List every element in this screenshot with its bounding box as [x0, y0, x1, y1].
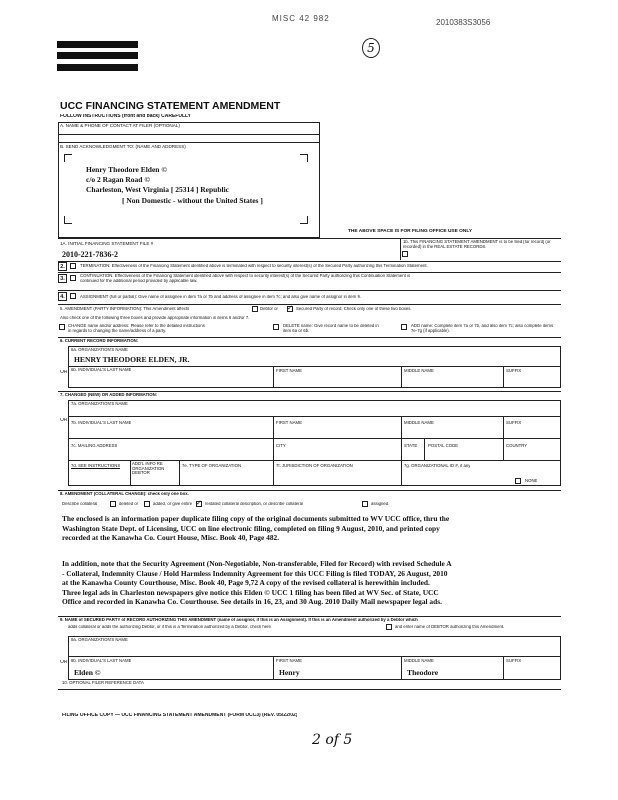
divider	[401, 460, 402, 486]
divider	[273, 438, 274, 460]
also-check-label: Also check one of the following three boxes and provide appropriate information in items 6 and/or 7.	[60, 316, 250, 320]
or-label-7: OR	[60, 418, 68, 423]
termination-checkbox[interactable]	[70, 263, 76, 269]
divider	[401, 416, 402, 438]
change-name-text: CHANGE name and/or address: Please refer to the detailed instructions in regards to changing the name/address of a party.	[68, 324, 205, 333]
rule	[58, 272, 561, 273]
deleted-checkbox[interactable]	[110, 501, 116, 507]
item-6-box	[68, 346, 561, 388]
assignment-checkbox[interactable]	[70, 293, 76, 299]
debtor-label: Debtor or	[260, 307, 278, 311]
divider	[503, 656, 504, 680]
divider	[68, 438, 561, 439]
postal-code-label: POSTAL CODE	[428, 444, 459, 448]
ack-address-line-3: Charleston, West Virginia [ 25314 ] Republic	[86, 185, 229, 194]
ack-address-line-2: c/o 2 Ragan Road ©	[86, 175, 150, 184]
rule	[58, 616, 561, 617]
debtor-checkbox[interactable]	[252, 306, 258, 312]
divider	[179, 460, 180, 486]
divider	[273, 416, 274, 438]
divider	[503, 416, 504, 438]
authorizing-debtor-text: adds collateral or adds the authorizing Debtor, or if this is a Termination authorized by a Debtor, check here	[68, 625, 271, 629]
rule	[58, 304, 561, 305]
restated-checkbox[interactable]	[196, 501, 202, 507]
org-name-label-6: 6a. ORGANIZATION'S NAME	[71, 348, 128, 352]
paragraph-2-line-3: at the Kanawha County Courthouse, Misc. Book 40, Page 9,72 A copy of the revised collateral is herewithin included.	[62, 578, 430, 588]
filing-office-space-label: THE ABOVE SPACE IS FOR FILING OFFICE USE ONLY	[348, 229, 473, 234]
org-name-label-9: 9a. ORGANIZATION'S NAME	[71, 638, 128, 642]
add-name-text: ADD name: Complete item 7a or 7b, and also item 7c; also complete items 7e-7g (if applicable).	[411, 324, 554, 333]
redaction-bar	[57, 64, 138, 71]
last-name-label-7: 7b. INDIVIDUAL'S LAST NAME	[71, 421, 132, 425]
jurisdiction-label: 7f. JURISDICTION OF ORGANIZATION	[276, 464, 353, 468]
circled-page-number	[362, 38, 380, 58]
added-label: added, or give entire	[153, 502, 193, 506]
continuation-checkbox[interactable]	[70, 275, 76, 281]
collateral-paragraph-1	[62, 514, 562, 543]
amendment-party-label: 5. AMENDMENT (PARTY INFORMATION): This Amendment affects	[60, 307, 190, 311]
country-label: COUNTRY	[506, 444, 528, 448]
form-instructions: FOLLOW INSTRUCTIONS (front and back) CAREFULLY	[60, 114, 191, 119]
address-bracket-br	[300, 216, 308, 224]
middle-name-label-7: MIDDLE NAME	[404, 421, 434, 425]
authorizing-party-title: 9. NAME of SECURED PARTY of RECORD AUTHORIZING THIS AMENDMENT (name of assignor, if this is an Assignment). If this is an Amendment authorized by a Debtor which	[60, 618, 418, 622]
middle-name-label-9: MIDDLE NAME	[404, 659, 434, 663]
last-name-label-6: 6b. INDIVIDUAL'S LAST NAME	[71, 368, 132, 372]
middle-name-label-6: MIDDLE NAME	[404, 369, 434, 373]
address-bracket-bl	[64, 216, 72, 224]
divider	[273, 460, 274, 486]
collateral-paragraph-2	[62, 559, 562, 607]
item-9-box	[68, 636, 561, 680]
real-estate-checkbox[interactable]	[402, 251, 408, 257]
ack-address-line-4: [ Non Domestic - without the United States ]	[122, 196, 263, 205]
acknowledgment-label: B. SEND ACKNOWLEDGMENT TO: (NAME AND ADDRESS)	[60, 144, 186, 149]
secured-party-label: Secured Party of record. Check only one of these two boxes.	[296, 307, 412, 311]
item-3-number: 3.	[58, 274, 67, 283]
see-instructions-label: 7d. SEE INSTRUCTIONS	[71, 464, 121, 468]
divider	[401, 366, 402, 388]
real-estate-label	[403, 240, 558, 249]
assignment-text: ASSIGNMENT (full or partial): Give name of assignee in item 7a or 7b and address of assignee in item 7c; and also give name of assignor in item 9.	[80, 295, 362, 299]
org-type-label: 7e. TYPE OF ORGANIZATION	[182, 464, 242, 468]
paragraph-2-line-2: - Collateral, Indemnity Clause / Hold Harmless Indemnity Agreement for this UCC Filing is filed TODAY, 26 August, 2010	[62, 568, 448, 578]
or-label-9: OR	[60, 660, 68, 665]
ack-address-line-1: Henry Theodore Elden ©	[86, 165, 167, 174]
continuation-text-1: CONTINUATION: Effectiveness of the Financing Statement identified above with respect to security interest(s) of the Secured Party authorizing this Continuation Statement is	[80, 274, 411, 278]
suffix-label-6: SUFFIX	[506, 369, 522, 373]
restated-label: restated collateral description, or describe collateral	[205, 502, 303, 506]
addl-info-label	[132, 462, 176, 484]
added-checkbox[interactable]	[144, 501, 150, 507]
deleted-label: deleted or	[119, 502, 139, 506]
first-name-label-9: FIRST NAME	[276, 659, 302, 663]
first-name-label-7: FIRST NAME	[276, 421, 302, 425]
divider	[503, 366, 504, 388]
suffix-label-9: SUFFIX	[506, 659, 522, 663]
divider	[424, 438, 425, 460]
assigned-checkbox[interactable]	[362, 501, 368, 507]
divider	[58, 134, 320, 135]
mailing-address-label: 7c. MAILING ADDRESS	[71, 444, 118, 448]
redaction-bar	[57, 52, 138, 59]
divider	[68, 460, 561, 461]
paragraph-2-line-4: Three legal ads in Charleston newspapers give notice this Elden © UCC 1 filing has been filed at WV Sec. of State, UCC	[62, 587, 439, 597]
document-number: 2010383S3056	[436, 18, 491, 27]
secured-party-checkbox[interactable]	[287, 306, 293, 312]
initial-file-number: 2010-221-7836-2	[62, 250, 118, 259]
contact-label: A. NAME & PHONE OF CONTACT AT FILER (OPTIONAL)	[60, 123, 180, 128]
org-name-label-7: 7a. ORGANIZATION'S NAME	[71, 402, 128, 406]
paragraph-1-line-2: Washington State Dept. of Licensing, UCC on line electronic filing, completed on filing 9 August, 2010, and printed copy	[62, 523, 440, 533]
circled-number-text: 5	[367, 41, 375, 55]
header-stamp: MISC 42 982	[272, 14, 330, 23]
form-title: UCC FINANCING STATEMENT AMENDMENT	[60, 100, 281, 112]
item-2-number: 2.	[58, 262, 67, 271]
rule	[58, 689, 561, 690]
filer-reference-label: 10. OPTIONAL FILER REFERENCE DATA	[62, 681, 144, 685]
org-name-value-6: HENRY THEODORE ELDEN, JR.	[74, 355, 190, 364]
first-name-label-6: FIRST NAME	[276, 369, 302, 373]
rule	[58, 238, 561, 239]
changed-info-title: 7. CHANGED (NEW) OR ADDED INFORMATION:	[60, 393, 158, 397]
divider	[130, 460, 131, 486]
divider	[68, 416, 561, 417]
page-count-handwritten: 2 of 5	[312, 732, 353, 748]
rule	[58, 490, 561, 491]
city-label: CITY	[276, 444, 286, 448]
last-name-label-9: 9b. INDIVIDUAL'S LAST NAME	[71, 659, 132, 663]
authorizing-debtor-text-2: and enter name of DEBTOR authorizing this Amendment.	[395, 625, 505, 629]
change-name-checkbox[interactable]	[59, 324, 65, 330]
divider	[401, 438, 402, 460]
assigned-label: assigned.	[371, 502, 390, 506]
describe-collateral-label: Describe collateral	[62, 502, 98, 506]
initial-file-label: 1A. INITIAL FINANCING STATEMENT FILE #	[60, 241, 154, 246]
first-name-value-9: Henry	[279, 668, 300, 677]
divider	[273, 366, 274, 388]
divider	[400, 238, 401, 260]
none-label: NONE	[525, 479, 538, 483]
delete-name-checkbox[interactable]	[273, 324, 279, 330]
redaction-bar	[57, 41, 138, 48]
divider	[503, 438, 504, 460]
org-id-label: 7g. ORGANIZATIONAL ID #, if any	[404, 464, 471, 468]
divider	[58, 142, 320, 143]
divider	[401, 656, 402, 680]
continuation-text-2: continued for the additional period provided by applicable law.	[80, 279, 198, 283]
item-4-number: 4.	[58, 292, 67, 301]
address-bracket-tr	[300, 154, 308, 162]
paragraph-2-line-1: In addition, note that the Security Agreement (Non-Negotiable, Non-transferable, Filed for Record) with revised Schedule A	[62, 559, 452, 568]
divider	[273, 656, 274, 680]
termination-text: TERMINATION: Effectiveness of the Financing Statement identified above is terminated with respect to security interest(s) of the Secured Party authorizing this Termination Statement.	[80, 264, 428, 268]
authorizing-debtor-checkbox[interactable]	[386, 624, 392, 630]
addl-info-text: ADD'L INFO RE ORGANIZATION DEBTOR	[132, 462, 165, 475]
delete-name-text: DELETE name: Give record name to be deleted in item 6a or 6b.	[283, 324, 379, 333]
middle-name-value-9: Theodore	[407, 668, 439, 677]
rule	[58, 337, 561, 338]
divider	[68, 656, 561, 657]
divider	[68, 366, 561, 367]
rule	[58, 290, 561, 291]
real-estate-text: 1b. This FINANCING STATEMENT AMENDMENT is to be filed [for record] (or recorded) in the REAL ESTATE RECORDS.	[403, 240, 551, 249]
or-label-6: OR	[60, 370, 68, 375]
paragraph-1-line-1: The enclosed is an information paper duplicate filing copy of the original documents submitted to WV UCC office, thru the	[62, 514, 450, 523]
state-label: STATE	[404, 444, 418, 448]
rule	[58, 261, 561, 262]
add-name-checkbox[interactable]	[401, 324, 407, 330]
footer-text: FILING OFFICE COPY — UCC FINANCING STATEMENT AMENDMENT (FORM UCC3) (REV. 05/22/02)	[62, 713, 298, 718]
address-bracket-tl	[64, 154, 72, 162]
last-name-value-9: Elden ©	[74, 668, 101, 677]
none-checkbox[interactable]	[515, 478, 521, 484]
collateral-change-title: 8. AMENDMENT (COLLATERAL CHANGE): check only one box.	[60, 492, 189, 496]
suffix-label-7: SUFFIX	[506, 421, 522, 425]
rule	[58, 391, 561, 392]
paragraph-1-line-3: recorded at the Kanawha Co. Court House, Misc. Book 40, Page 482.	[62, 533, 280, 543]
current-record-title: 6. CURRENT RECORD INFORMATION:	[60, 339, 139, 343]
paragraph-2-line-5: Office and recorded in Kanawha Co. Courthouse. See details in 16, 23, and 30 Aug. 2010 Daily Mail newspaper legal ads.	[62, 597, 442, 607]
